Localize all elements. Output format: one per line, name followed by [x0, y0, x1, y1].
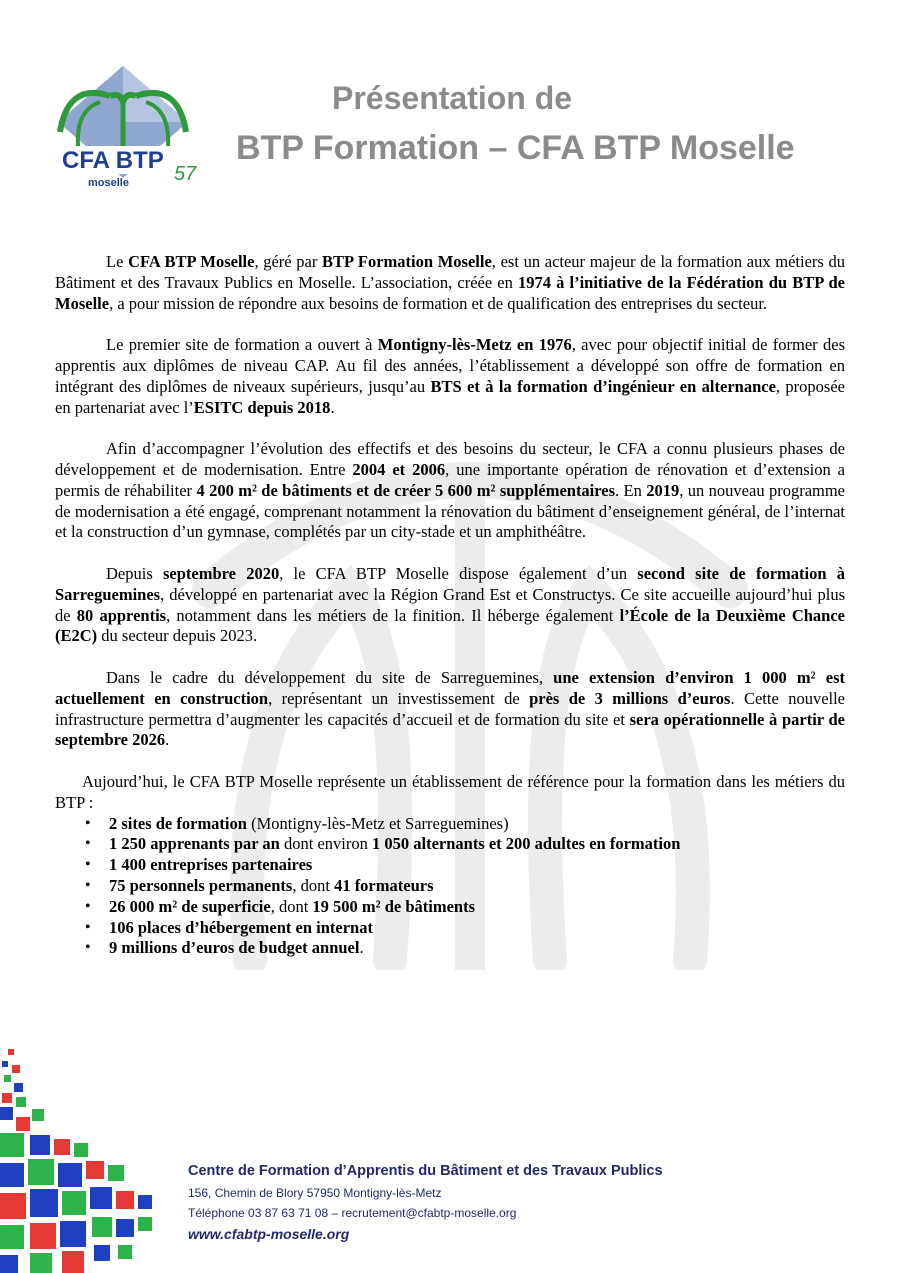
- key-figures-list: [55, 814, 845, 960]
- logo-number: 57: [174, 163, 197, 185]
- cfa-btp-logo: [48, 62, 198, 192]
- decorative-squares: [0, 1045, 160, 1273]
- title-line-1: Présentation de: [332, 80, 573, 116]
- document-body: [55, 252, 845, 959]
- paragraph-1: Le CFA BTP Moselle, géré par BTP Formation Moselle, est un acteur majeur de la formation aux métiers du Bâtiment et des Travaux Publics en Moselle. L’association, créée en 1974 à l’initiative de la Fédération du BTP de Moselle, a pour mission de répondre aux besoins de formation et de qualification des entreprises du secteur.: [55, 252, 845, 313]
- list-item: • 26 000 m² de superficie, dont 19 500 m² de bâtiments: [109, 897, 845, 918]
- list-item: • 1 400 entreprises partenaires: [109, 855, 845, 876]
- footer: [188, 1163, 663, 1242]
- list-item: • 2 sites de formation (Montigny-lès-Metz et Sarreguemines): [109, 814, 845, 835]
- footer-website-link[interactable]: www.cfabtp-moselle.org: [188, 1226, 350, 1242]
- paragraph-3: Afin d’accompagner l’évolution des effectifs et des besoins du secteur, le CFA a connu plusieurs phases de développement et de modernisation. Entre 2004 et 2006, une importante opération de rénovation et d’extension a permis de réhabiliter 4 200 m² de bâtiments et de créer 5 600 m² supplémentaires. En 2019, un nouveau programme de modernisation a été engagé, comprenant notamment la rénovation du bâtiment d’enseignement général, de l’internat et la construction d’un gymnase, complétés par un city-stade et un amphithéâtre.: [55, 439, 846, 542]
- logo-text: CFA BTP: [62, 147, 164, 174]
- list-item: • 106 places d’hébergement en internat: [109, 918, 845, 939]
- logo-subtitle: moselle: [88, 177, 129, 189]
- list-item: • 75 personnels permanents, dont 41 formateurs: [109, 876, 845, 897]
- footer-address: 156, Chemin de Blory 57950 Montigny-lès-Metz: [188, 1186, 442, 1200]
- footer-contact: Téléphone 03 87 63 71 08 – recrutement@cfabtp-moselle.org: [188, 1206, 517, 1220]
- list-item: • 9 millions d’euros de budget annuel.: [109, 938, 845, 959]
- footer-organization: Centre de Formation d’Apprentis du Bâtiment et des Travaux Publics: [188, 1163, 663, 1179]
- paragraph-6: Aujourd’hui, le CFA BTP Moselle représente un établissement de référence pour la formation dans les métiers du BTP :: [55, 771, 845, 812]
- paragraph-4: Depuis septembre 2020, le CFA BTP Moselle dispose également d’un second site de formation à Sarreguemines, développé en partenariat avec la Région Grand Est et Constructys. Ce site accueille aujourd’hui plus de 80 apprentis, notamment dans les métiers de la finition. Il héberge également l’École de la Deuxième Chance (E2C) du secteur depuis 2023.: [55, 563, 845, 646]
- title-line-2: BTP Formation – CFA BTP Moselle: [236, 129, 795, 167]
- list-item: • 1 250 apprenants par an dont environ 1 050 alternants et 200 adultes en formation: [109, 834, 845, 855]
- paragraph-5: Dans le cadre du développement du site de Sarreguemines, une extension d’environ 1 000 m² est actuellement en construction, représentant un investissement de près de 3 millions d’euros. Cette nouvelle infrastructure permettra d’augmenter les capacités d’accueil et de formation du site et sera opérationnelle à partir de septembre 2026.: [55, 667, 846, 750]
- paragraph-2: Le premier site de formation a ouvert à Montigny-lès-Metz en 1976, avec pour objectif initial de former des apprentis aux diplômes de niveau CAP. Au fil des années, l’établissement a développé son offre de formation en intégrant des diplômes de niveaux supérieurs, jusqu’au BTS et à la formation d’ingénieur en alternance, proposée en partenariat avec l’ESITC depuis 2018.: [55, 335, 845, 417]
